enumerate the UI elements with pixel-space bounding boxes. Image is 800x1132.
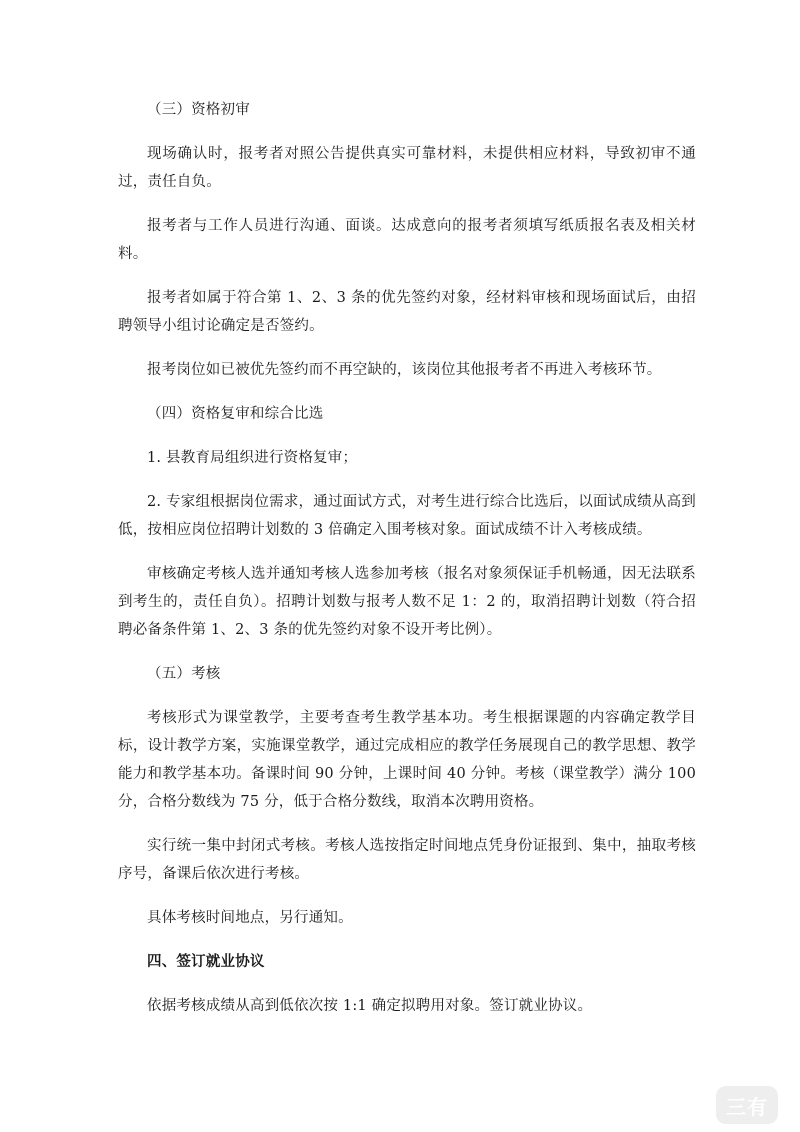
document-page: [118, 96, 696, 1036]
paragraph: 具体考核时间地点，另行通知。: [147, 910, 353, 926]
list-item: 1. 县教育局组织进行资格复审；: [147, 450, 358, 466]
paragraph: 依据考核成绩从高到低依次按 1:1 确定拟聘用对象。签订就业协议。: [147, 998, 593, 1014]
paragraph: 现场确认时，报考者对照公告提供真实可靠材料，未提供相应材料，导致初审不通过，责任自负。: [118, 146, 696, 190]
paragraph: 实行统一集中封闭式考核。考核人选按指定时间地点凭身份证报到、集中，抽取考核序号，备课后依次进行考核。: [118, 838, 696, 882]
watermark-logo: 三有: [716, 1086, 778, 1124]
paragraph: 考核形式为课堂教学，主要考查考生教学基本功。考生根据课题的内容确定教学目标，设计教学方案，实施课堂教学，通过完成相应的教学任务展现自己的教学思想、教学能力和教学基本功。备课时间 90 分钟，上课时间 40 分钟。考核（课堂教学）满分 100 分，合格分数线为 75 分，低于合格分数线，取消本次聘用资格。: [118, 710, 696, 810]
paragraph: 审核确定考核人选并通知考核人选参加考核（报名对象须保证手机畅通，因无法联系到考生的，责任自负）。招聘计划数与报考人数不足 1：2 的，取消招聘计划数（符合招聘必备条件第 1、2、3 条的优先签约对象不设开考比例）。: [118, 566, 696, 638]
section-heading-agreement: 四、签订就业协议: [147, 953, 265, 970]
section-heading-assessment: （五）考核: [147, 666, 221, 682]
paragraph: 报考者如属于符合第 1、2、3 条的优先签约对象，经材料审核和现场面试后，由招聘领导小组讨论确定是否签约。: [118, 290, 696, 334]
list-item: 2. 专家组根据岗位需求，通过面试方式，对考生进行综合比选后，以面试成绩从高到低，按相应岗位招聘计划数的 3 倍确定入围考核对象。面试成绩不计入考核成绩。: [118, 494, 696, 538]
paragraph: 报考岗位如已被优先签约而不再空缺的，该岗位其他报考者不再进入考核环节。: [147, 362, 662, 378]
section-heading-qualification-review: （三）资格初审: [147, 102, 250, 118]
section-heading-recheck: （四）资格复审和综合比选: [147, 406, 324, 422]
paragraph: 报考者与工作人员进行沟通、面谈。达成意向的报考者须填写纸质报名表及相关材料。: [118, 218, 696, 262]
